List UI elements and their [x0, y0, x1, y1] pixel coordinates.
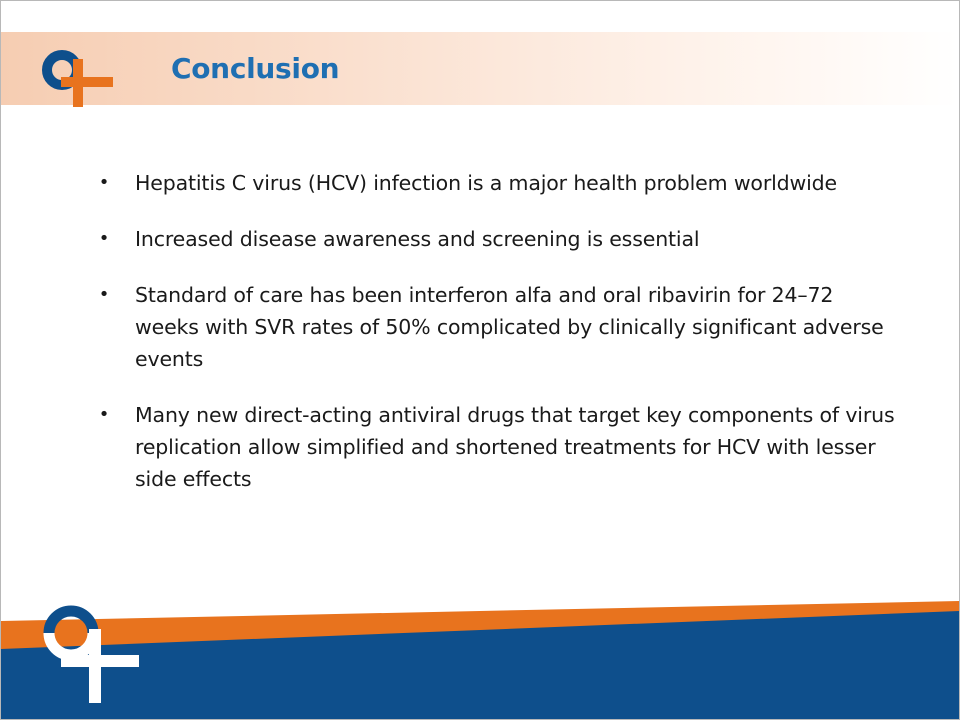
logo-top-icon: [29, 27, 119, 111]
footer-band: [1, 597, 959, 719]
bullet-icon: •: [98, 228, 110, 249]
bullet-text: Many new direct-acting antiviral drugs that target key components of virus replication allow simplified and shortened treatments for HCV with lesser side effects: [135, 403, 895, 491]
bullet-icon: •: [98, 172, 110, 193]
bullet-item: [97, 167, 897, 199]
header-band: [1, 32, 959, 105]
slide-title: Conclusion: [171, 52, 340, 85]
bullet-item: [97, 223, 897, 255]
bullet-item: [97, 399, 897, 495]
bullet-icon: •: [98, 404, 110, 425]
bullet-text: Increased disease awareness and screening is essential: [135, 227, 700, 251]
bullet-list: [97, 167, 897, 495]
bullet-text: Hepatitis C virus (HCV) infection is a major health problem worldwide: [135, 171, 837, 195]
bullet-icon: •: [98, 284, 110, 305]
bullet-item: [97, 279, 897, 375]
bullet-text: Standard of care has been interferon alfa and oral ribavirin for 24–72 weeks with SVR rates of 50% complicated by clinically significant adverse events: [135, 283, 884, 371]
